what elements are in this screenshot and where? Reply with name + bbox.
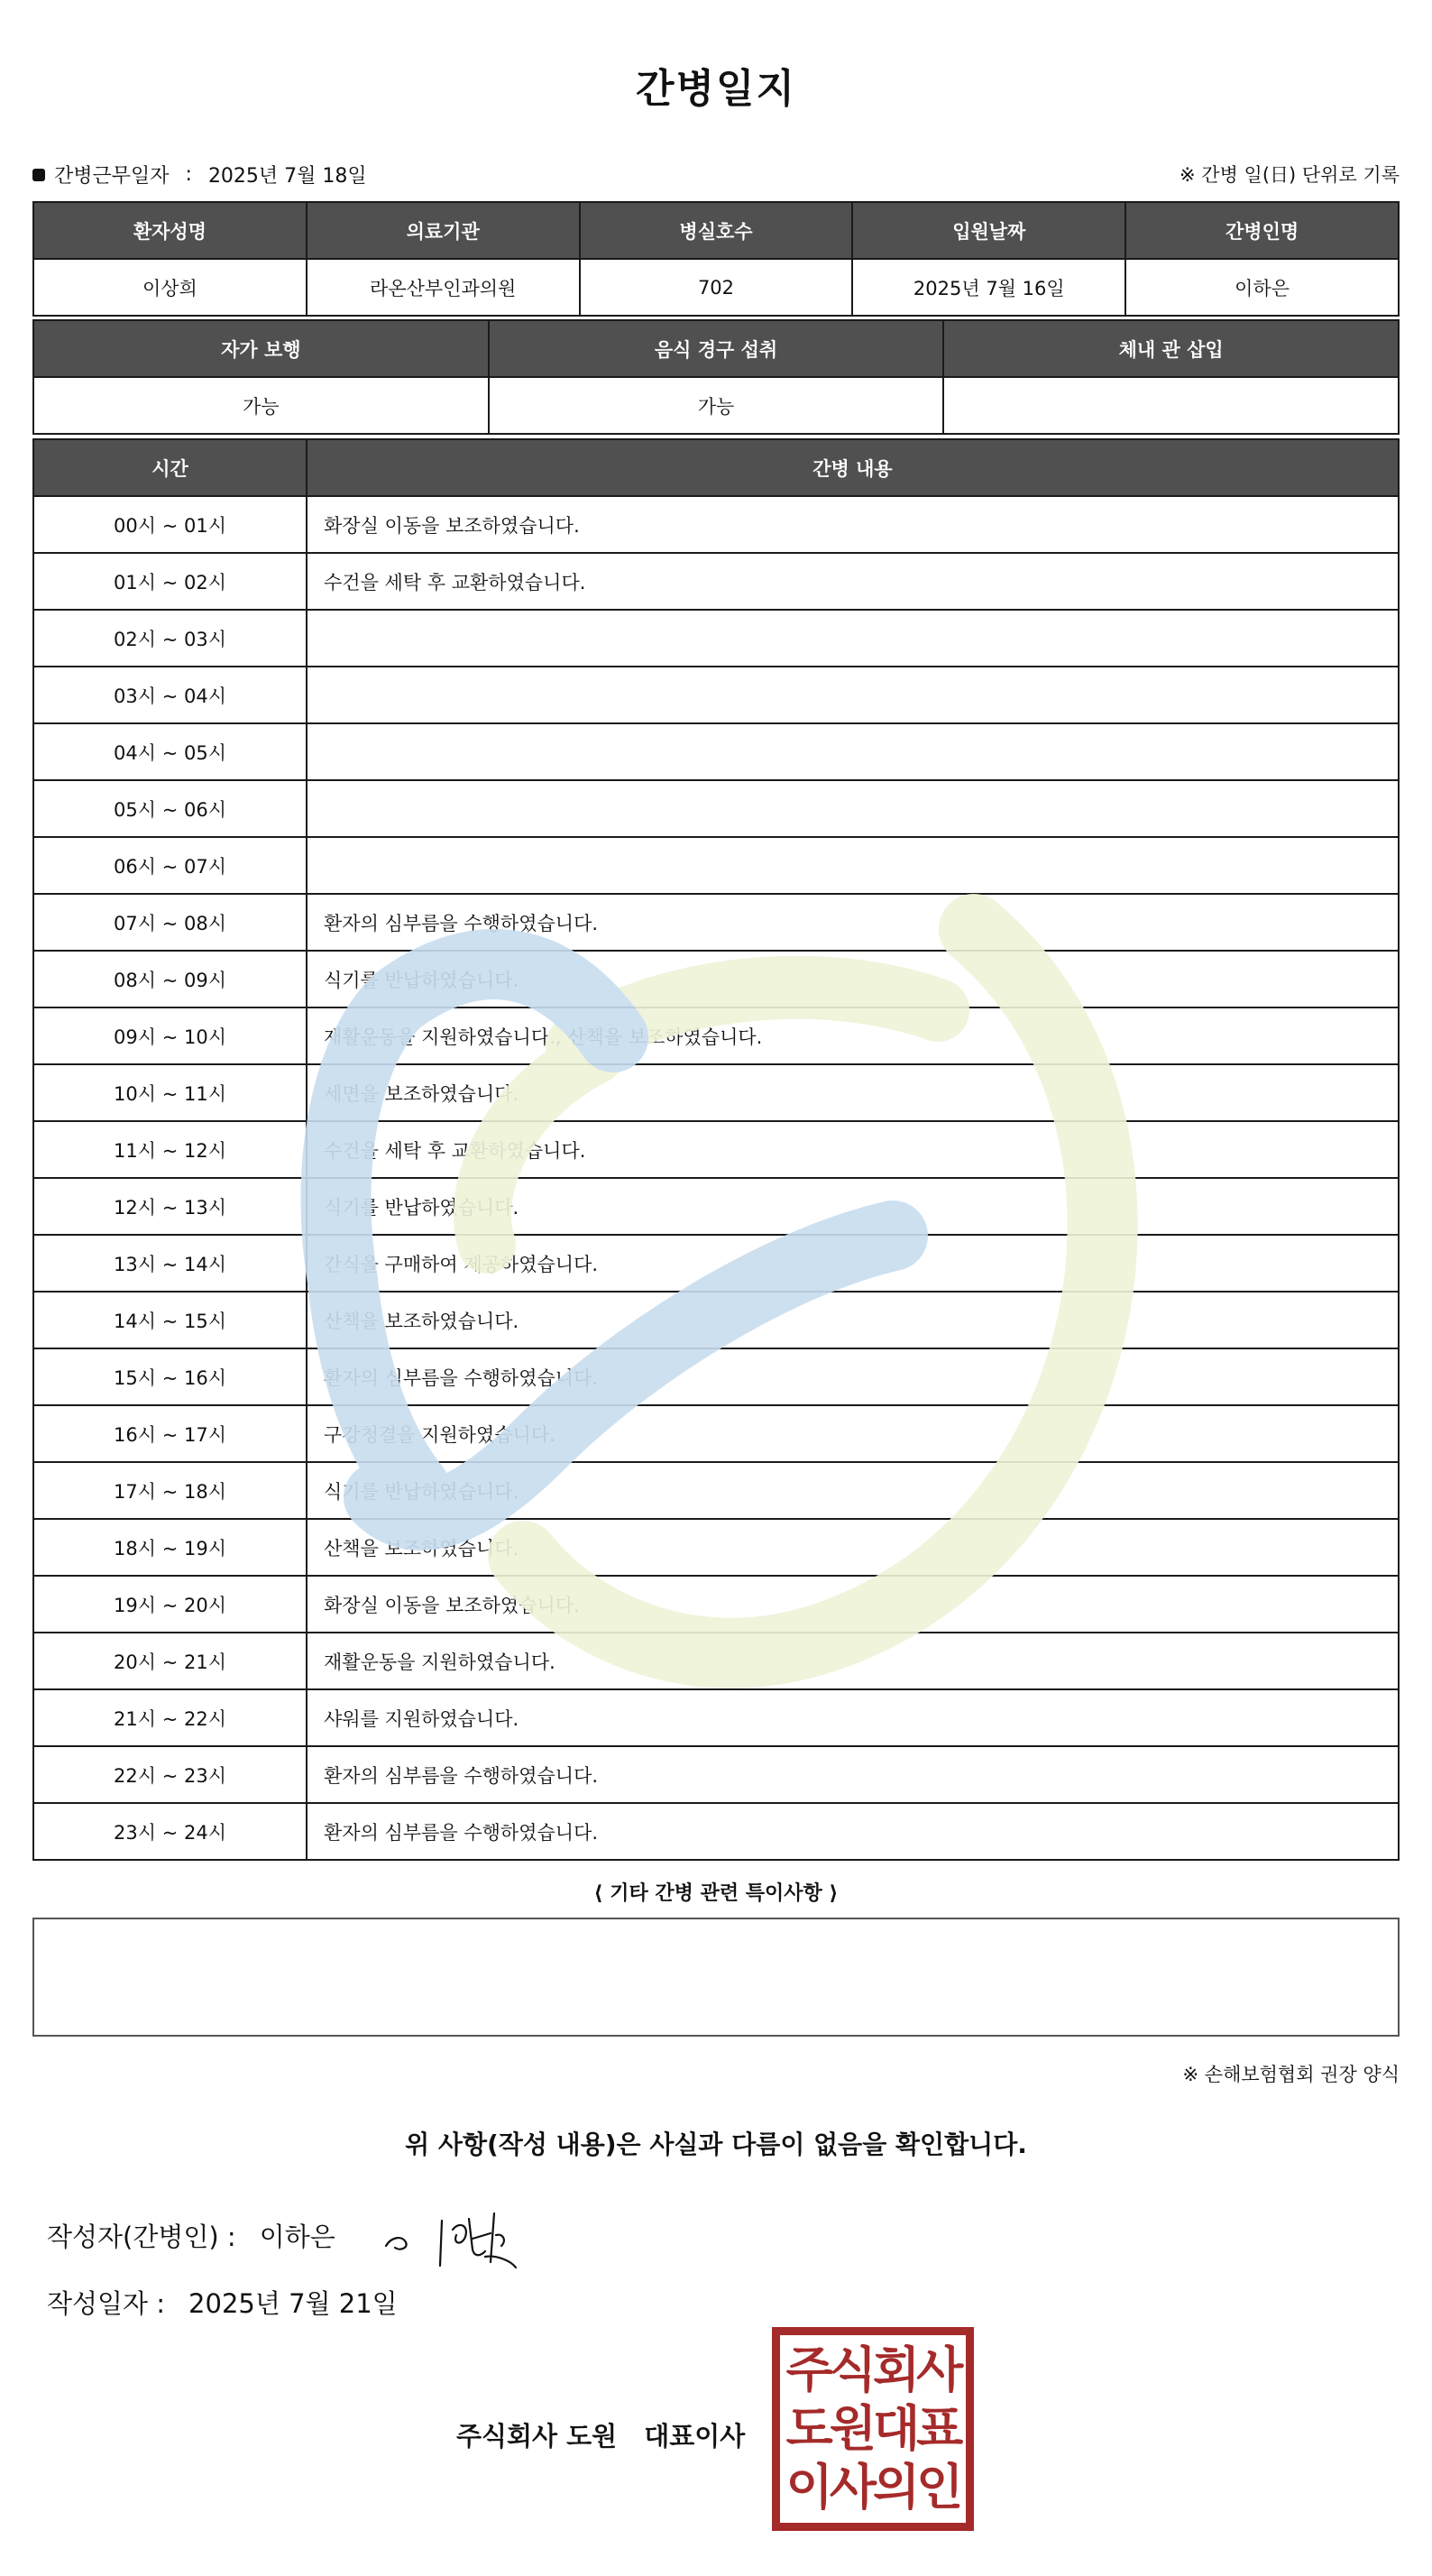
log-content: 수건을 세탁 후 교환하였습니다. [307,1121,1399,1178]
header-oral-intake: 음식 경구 섭취 [489,320,944,377]
table-row [33,1121,1399,1178]
log-time: 02시 ~ 03시 [33,610,307,667]
table-row [33,1292,1399,1348]
log-time: 15시 ~ 16시 [33,1348,307,1405]
table-row [33,1348,1399,1405]
header-admission-date: 입원날짜 [852,202,1125,259]
log-content [307,837,1399,894]
patient-info-table [32,201,1400,317]
table-row [33,1178,1399,1235]
company-title: 대표이사 [644,2421,746,2452]
work-date-value: 2025년 7월 18일 [207,165,367,188]
notes-box [32,1918,1400,2037]
log-content [307,610,1399,667]
tube-insertion-value [943,377,1399,434]
log-content: 산책을 보조하였습니다. [307,1519,1399,1576]
log-time: 18시 ~ 19시 [33,1519,307,1576]
log-time: 14시 ~ 15시 [33,1292,307,1348]
log-time: 11시 ~ 12시 [33,1121,307,1178]
log-content: 환자의 심부름을 수행하였습니다. [307,1348,1399,1405]
hospital-name: 라온산부인과의원 [307,259,580,316]
log-content: 간식을 구매하여 제공하였습니다. [307,1235,1399,1292]
writer-label: 작성자(간병인) : [47,2222,236,2252]
header-patient-name: 환자성명 [33,202,307,259]
log-content: 재활운동을 지원하였습니다., 산책을 보조하였습니다. [307,1007,1399,1064]
log-content: 구강청결을 지원하였습니다. [307,1405,1399,1462]
log-time: 19시 ~ 20시 [33,1576,307,1633]
log-content: 화장실 이동을 보조하였습니다. [307,496,1399,553]
log-content: 식기를 반납하였습니다. [307,951,1399,1007]
log-content: 화장실 이동을 보조하였습니다. [307,1576,1399,1633]
care-log-table [32,438,1400,1861]
table-row [33,1064,1399,1121]
log-time: 13시 ~ 14시 [33,1235,307,1292]
self-walking-value: 가능 [33,377,489,434]
written-date-label: 작성일자 : [47,2288,166,2319]
table-row [33,1633,1399,1689]
table-row [33,1235,1399,1292]
log-content [307,723,1399,780]
notes-title: ⟨ 기타 간병 관련 특이사항 ⟩ [593,1882,839,1905]
room-number: 702 [580,259,853,316]
log-content [307,667,1399,723]
log-time: 09시 ~ 10시 [33,1007,307,1064]
table-row [33,610,1399,667]
handwritten-signature [379,2194,532,2275]
log-content: 세면을 보조하였습니다. [307,1064,1399,1121]
header-tube-insertion: 체내 관 삽입 [943,320,1399,377]
log-content: 재활운동을 지원하였습니다. [307,1633,1399,1689]
oral-intake-value: 가능 [489,377,944,434]
table-row [33,1462,1399,1519]
log-time: 21시 ~ 22시 [33,1689,307,1746]
log-time: 07시 ~ 08시 [33,894,307,951]
patient-name: 이상희 [33,259,307,316]
log-time: 22시 ~ 23시 [33,1746,307,1803]
table-row [33,894,1399,951]
caregiver-name: 이하은 [1125,259,1399,316]
confirmation-statement: 위 사항(작성 내용)은 사실과 다름이 없음을 확인합니다. [405,2130,1027,2159]
company-signoff [456,2416,745,2453]
table-row [33,1519,1399,1576]
log-content [307,780,1399,837]
seal-line-2: 도원대표 [785,2399,960,2457]
table-row [33,1803,1399,1860]
patient-status-table [32,319,1400,435]
table-row [33,837,1399,894]
header-self-walking: 자가 보행 [33,320,489,377]
log-time: 05시 ~ 06시 [33,780,307,837]
work-date-label: 간병근무일자 [54,165,170,188]
admission-date: 2025년 7월 16일 [852,259,1125,316]
seal-line-3: 이사의인 [785,2459,960,2516]
table-row [33,1405,1399,1462]
table-row [33,723,1399,780]
header-caregiver-name: 간병인명 [1125,202,1399,259]
log-content: 샤워를 지원하였습니다. [307,1689,1399,1746]
log-time: 01시 ~ 02시 [33,553,307,610]
header-room-number: 병실호수 [580,202,853,259]
table-row [33,780,1399,837]
table-row [33,951,1399,1007]
log-time: 00시 ~ 01시 [33,496,307,553]
log-time: 04시 ~ 05시 [33,723,307,780]
table-row [33,667,1399,723]
written-date-value: 2025년 7월 21일 [188,2288,398,2319]
log-content: 환자의 심부름을 수행하였습니다. [307,894,1399,951]
log-content: 식기를 반납하였습니다. [307,1178,1399,1235]
table-row [33,1576,1399,1633]
log-time: 12시 ~ 13시 [33,1178,307,1235]
log-time: 03시 ~ 04시 [33,667,307,723]
log-time: 10시 ~ 11시 [33,1064,307,1121]
work-date [32,161,367,189]
writer-line [47,2217,335,2254]
company-seal-stamp [772,2327,974,2531]
log-time: 16시 ~ 17시 [33,1405,307,1462]
header-care-content: 간병 내용 [307,439,1399,496]
seal-line-1: 주식회사 [785,2341,960,2398]
table-row [33,1746,1399,1803]
log-time: 17시 ~ 18시 [33,1462,307,1519]
table-row [33,496,1399,553]
log-content: 환자의 심부름을 수행하였습니다. [307,1803,1399,1860]
log-content: 산책을 보조하였습니다. [307,1292,1399,1348]
written-date-line [47,2284,398,2321]
log-content: 수건을 세탁 후 교환하였습니다. [307,553,1399,610]
log-content: 식기를 반납하였습니다. [307,1462,1399,1519]
writer-name: 이하은 [259,2222,335,2252]
record-note: ※ 간병 일(日) 단위로 기록 [1180,164,1400,186]
table-row [33,1007,1399,1064]
document-title: 간병일지 [635,66,796,112]
header-hospital: 의료기관 [307,202,580,259]
table-row [33,1689,1399,1746]
log-time: 23시 ~ 24시 [33,1803,307,1860]
association-note: ※ 손해보험협회 권장 양식 [1182,2064,1400,2085]
log-time: 20시 ~ 21시 [33,1633,307,1689]
log-time: 08시 ~ 09시 [33,951,307,1007]
company-name: 주식회사 도원 [456,2421,618,2452]
work-date-sep: : [185,163,192,186]
bullet-icon [32,169,45,181]
log-content: 환자의 심부름을 수행하였습니다. [307,1746,1399,1803]
header-time: 시간 [33,439,307,496]
table-row [33,553,1399,610]
log-time: 06시 ~ 07시 [33,837,307,894]
